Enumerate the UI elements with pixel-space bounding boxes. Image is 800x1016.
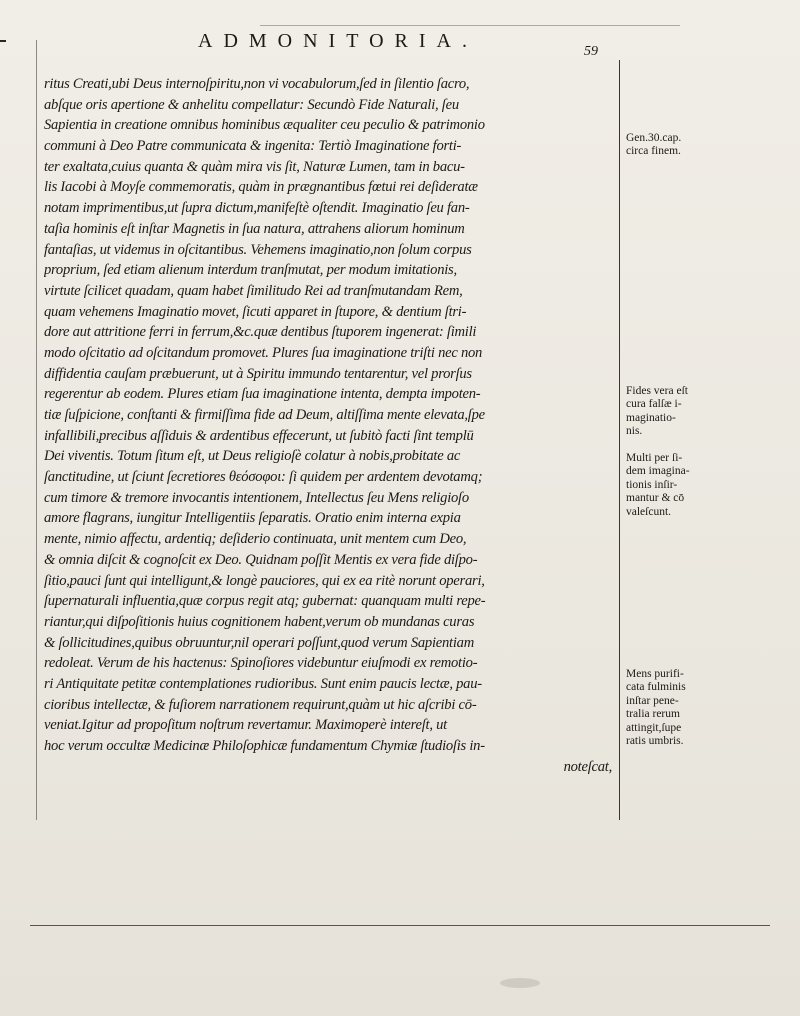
text-line: redoleat. Verum de his hactenus: Spinoſiores videbuntur eiuſmodi ex remotio- bbox=[44, 655, 478, 672]
margin-note-line: ratis umbris. bbox=[626, 735, 684, 748]
margin-note-line: circa finem. bbox=[626, 145, 681, 158]
margin-note-line: Mens purifi- bbox=[626, 668, 684, 680]
margin-note-mens bbox=[626, 668, 796, 748]
text-line: hoc verum occultæ Medicinæ Philoſophicæ fundamentum Chymiæ ſtudioſis in- bbox=[44, 738, 485, 754]
text-line: cioribus intellectæ, & fuſiorem narrationem requirunt,quàm ut hic aſcribi cō- bbox=[44, 696, 477, 713]
margin-column-rule bbox=[619, 60, 620, 820]
text-line: ſitio,pauci ſunt qui intelligunt,& longè pauciores, qui ex ea ritè norunt operari, bbox=[44, 572, 485, 589]
text-line: amore flagrans, iungitur Intelligentiis ſeparatis. Oratio enim interna expia bbox=[44, 510, 461, 527]
ink-smudge bbox=[500, 978, 540, 988]
margin-note-line: Multi per ſi- bbox=[626, 452, 683, 464]
text-line: tiæ ſuſpicione, conſtanti & firmiſſima fide ad Deum, altiſſima mente elevata,ſpe bbox=[44, 407, 485, 423]
text-line: Sapientia in creatione omnibus hominibus æqualiter ceu peculio & patrimonio bbox=[44, 117, 485, 134]
margin-note-line: tralia rerum bbox=[626, 708, 680, 721]
text-line: ſanctitudine, ut ſciunt ſecretiores θεόσοφοι: ſi quidem per ardentem devotamq; bbox=[44, 469, 483, 486]
left-border-rule bbox=[36, 40, 37, 820]
margin-note-line: Fides vera eſt bbox=[626, 385, 688, 397]
margin-note-line: attingit,ſupe bbox=[626, 721, 682, 734]
margin-note-line: cura falſæ i- bbox=[626, 398, 682, 411]
page-edge-mark bbox=[0, 40, 6, 42]
text-line: lis Iacobi à Moyſe commemoratis, quàm in prægnantibus fœtui rei deſideratæ bbox=[44, 179, 478, 196]
margin-note-line: cata fulminis bbox=[626, 681, 686, 694]
margin-note-line: Gen.30.cap. bbox=[626, 132, 682, 144]
text-line: regerentur ab eodem. Plures etiam ſua imaginatione intenta, dempta impoten- bbox=[44, 386, 481, 403]
margin-note-line: nis. bbox=[626, 425, 643, 438]
margin-note-line: valeſcunt. bbox=[626, 505, 672, 518]
margin-note-line: dem imagina- bbox=[626, 465, 690, 478]
text-line: veniat.Igitur ad propoſitum noſtrum revertamur. Maximoperè intereſt, ut bbox=[44, 717, 447, 734]
margin-note-line: maginatio- bbox=[626, 411, 676, 424]
running-header: ADMONITORIA. bbox=[198, 30, 478, 52]
main-text-column bbox=[44, 74, 616, 777]
text-line: riantur,qui diſpoſitionis huius cognitionem habent,verum ob mundanas curas bbox=[44, 613, 475, 630]
text-line: & omnia diſcit & cognoſcit ex Deo. Quidnam poſſit Mentis ex vera fide diſpo- bbox=[44, 551, 478, 568]
text-line: Dei viventis. Totum ſitum eſt, ut Deus religioſè colatur à nobis,probitate ac bbox=[44, 448, 461, 465]
bottom-page-rule bbox=[30, 925, 770, 926]
margin-note-genesis bbox=[626, 132, 796, 159]
top-rule bbox=[260, 25, 680, 26]
text-line: notam imprimentibus,ut ſupra dictum,manifeſtè oſtendit. Imaginatio ſeu fan- bbox=[44, 200, 470, 217]
text-line: modo oſcitatio ad oſcitandum promovet. Plures ſua imaginatione triſti nec non bbox=[44, 344, 483, 361]
text-line: ſupernaturali influentia,quæ corpus regit atq; gubernat: quanquam multi repe- bbox=[44, 593, 486, 610]
text-line: & ſollicitudines,quibus obruuntur,nil operari poſſunt,quod verum Sapientiam bbox=[44, 634, 474, 651]
text-line: cum timore & tremore invocantis intentionem, Intellectus ſeu Mens religioſo bbox=[44, 489, 469, 506]
text-line: ri Antiquitate petitæ contemplationes rudioribus. Sunt enim paucis lectæ, pau- bbox=[44, 675, 482, 692]
text-line: ter exaltata,cuius quanta & quàm mira vis ſit, Naturæ Lumen, tam in bacu- bbox=[44, 158, 465, 175]
margin-note-fides bbox=[626, 385, 796, 439]
margin-note-line: inſtar pene- bbox=[626, 694, 679, 707]
page-number: 59 bbox=[584, 44, 598, 59]
text-line: mente, nimio affectu, ardentiq; deſiderio continuata, unit mentem cum Deo, bbox=[44, 531, 467, 548]
text-line: proprium, ſed etiam alienum interdum tranſmutat, per modum imitationis, bbox=[44, 262, 457, 279]
text-line: abſque oris apertione & anhelitu compellatur: Secundò Fide Naturali, ſeu bbox=[44, 96, 459, 113]
margin-note-multi bbox=[626, 452, 796, 519]
margin-note-line: mantur & cō bbox=[626, 492, 685, 505]
text-line: dore aut attritione ferri in ferrum,&c.quæ dentibus ſtuporem ingenerat: ſimili bbox=[44, 324, 477, 341]
margin-note-line: tionis inſir- bbox=[626, 478, 678, 491]
text-line: virtute ſcilicet quadam, quam habet ſimilitudo Rei ad tranſmutandam Rem, bbox=[44, 282, 463, 299]
text-line: communi à Deo Patre communicata & ingenita: Tertiò Imaginatione forti- bbox=[44, 138, 462, 155]
text-line: ritus Creati,ubi Deus internoſpiritu,non vi vocabulorum,ſed in ſilentio ſacro, bbox=[44, 76, 470, 92]
text-line: quam vehemens Imaginatio movet, ſicuti apparet in ſtupore, & dentium ſtri- bbox=[44, 303, 467, 320]
text-line: noteſcat, bbox=[563, 758, 612, 775]
text-line: fantaſias, ut videmus in oſcitantibus. Vehemens imaginatio,non ſolum corpus bbox=[44, 241, 472, 258]
text-line: infallibili,precibus aſſiduis & ardentibus effecerunt, ut ſubitò facti ſint templū bbox=[44, 427, 474, 444]
text-line: diffidentia cauſam præbuerunt, ut à Spiritu immundo tentarentur, vel prorſus bbox=[44, 365, 472, 382]
text-line: taſia hominis eſt inſtar Magnetis in ſua natura, attrahens aliorum hominum bbox=[44, 220, 465, 237]
